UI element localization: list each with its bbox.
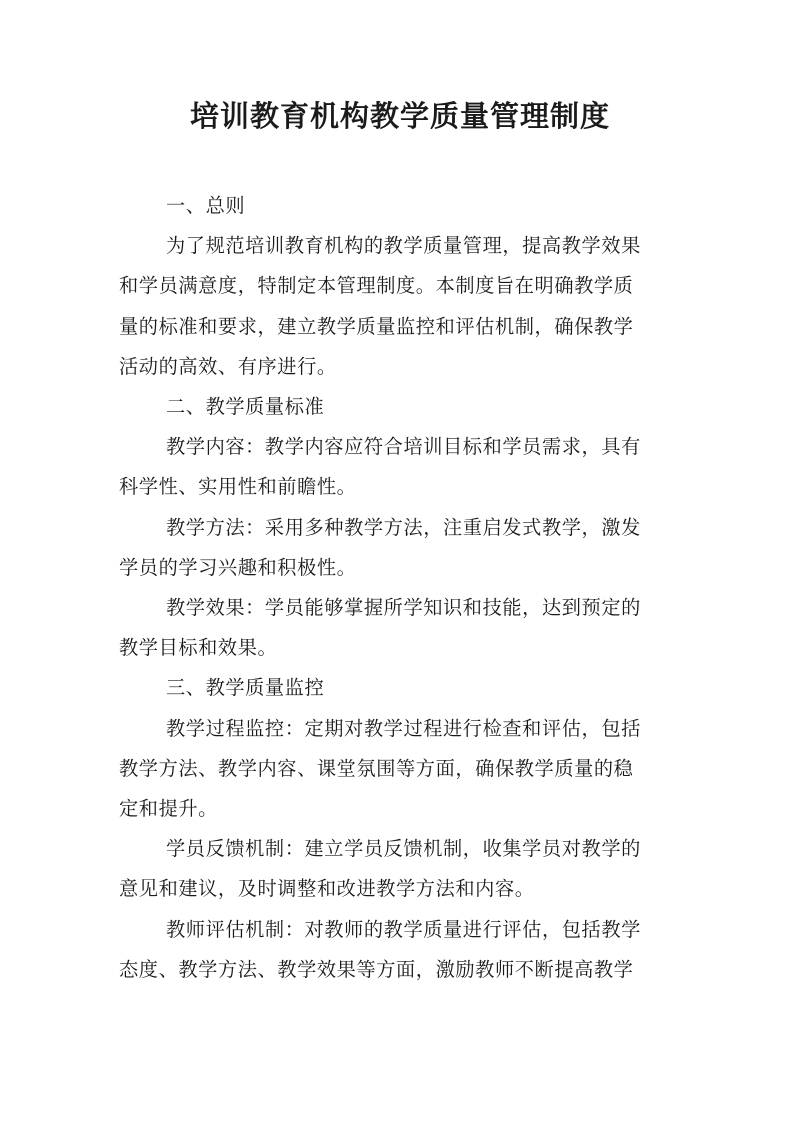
section-heading: 二、教学质量标准 [166,395,325,419]
paragraph-line: 态度、教学方法、教学效果等方面，激励教师不断提高教学 [119,957,634,981]
paragraph-line: 学员反馈机制：建立学员反馈机制，收集学员对教学的 [166,837,641,861]
document-title: 培训教育机构教学质量管理制度 [189,99,610,133]
paragraph [119,709,689,830]
paragraph [119,829,689,909]
paragraph-line: 教学过程监控：定期对教学过程进行检查和评估，包括 [166,716,641,740]
document-body [119,186,689,990]
paragraph-line: 教师评估机制：对教师的教学质量进行评估，包括教学 [166,917,641,941]
paragraph-line: 和学员满意度，特制定本管理制度。本制度旨在明确教学质 [119,274,634,298]
paragraph-line: 教学方法：采用多种教学方法，注重启发式教学，激发 [166,515,641,539]
section-heading: 一、总则 [166,194,246,217]
paragraph-line: 意见和建议，及时调整和改进教学方法和内容。 [119,877,535,901]
paragraph-line: 教学效果：学员能够掌握所学知识和技能，达到预定的 [166,596,641,620]
paragraph [119,508,689,588]
paragraph [119,226,689,387]
paragraph-line: 教学内容：教学内容应符合培训目标和学员需求，具有 [166,435,641,459]
section-heading: 三、教学质量监控 [166,676,325,700]
paragraph-line: 科学性、实用性和前瞻性。 [119,475,357,499]
paragraph-line: 教学方法、教学内容、课堂氛围等方面，确保教学质量的稳 [119,756,634,780]
paragraph-line: 学员的学习兴趣和积极性。 [119,555,357,579]
paragraph-line: 活动的高效、有序进行。 [119,354,337,378]
paragraph [119,427,689,507]
paragraph-line: 定和提升。 [119,797,218,821]
paragraph-line: 教学目标和效果。 [119,636,278,660]
paragraph-line: 为了规范培训教育机构的教学质量管理，提高教学效果 [166,234,641,258]
paragraph [119,588,689,668]
paragraph-line: 量的标准和要求，建立教学质量监控和评估机制，确保教学 [119,314,634,338]
paragraph [119,910,689,990]
